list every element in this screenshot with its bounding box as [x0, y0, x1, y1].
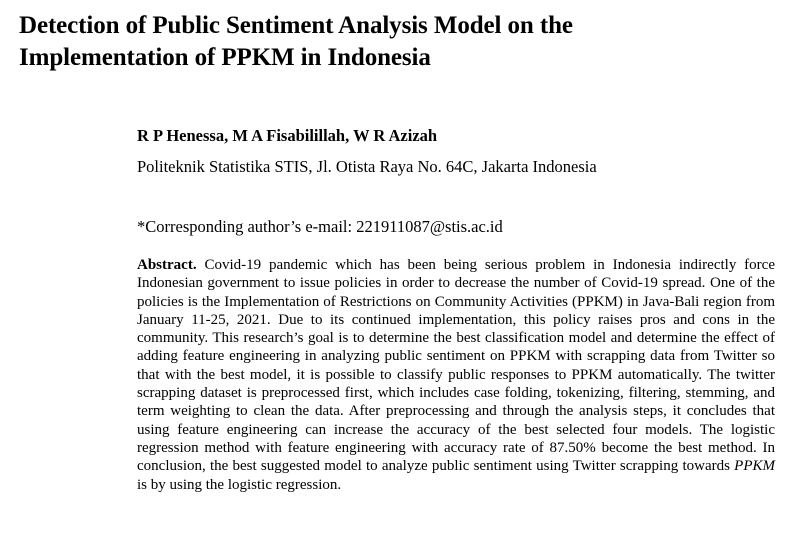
abstract: [137, 256, 775, 494]
author-list: R P Henessa, M A Fisabilillah, W R Azizah: [137, 126, 438, 145]
paper-title: [19, 10, 779, 74]
corresponding-author-email: *Corresponding author’s e-mail: 221911087@stis.ac.id: [137, 217, 503, 236]
abstract-italic-term: PPKM: [734, 458, 775, 475]
author-affiliation: Politeknik Statistika STIS, Jl. Otista Raya No. 64C, Jakarta Indonesia: [137, 157, 597, 176]
paper-title-line-2: Implementation of PPKM in Indonesia: [19, 44, 431, 71]
abstract-body-part-2: is by using the logistic regression.: [137, 476, 342, 493]
abstract-label: Abstract.: [137, 257, 197, 273]
abstract-body-part-1: Covid-19 pandemic which has been being serious problem in Indonesia indirectly force Indonesian government to issue policies in order to decrease the number of Covid-19 spread. One of the policies is the Implementation of Restrictions on Community Activities (PPKM) in Java-Bali region from January 11-25, 2021. Due to its continued implementation, this policy raises pros and cons in the community. This research’s goal is to determine the best classification model and determine the effect of adding feature engineering in analyzing public sentiment on PPKM with scrapping data from Twitter so that with the best model, it is possible to classify public responses to PPKM automatically. The twitter scrapping dataset is preprocessed first, which includes case folding, tokenizing, filtering, stemming, and term weighting to clean the data. After preprocessing and through the analysis steps, it concludes that using feature engineering can increase the accuracy of the best selected four models. The logistic regression method with feature engineering with accuracy rate of 87.50% become the best method. In conclusion, the best suggested model to analyze public sentiment using Twitter scrapping towards: [137, 257, 775, 475]
paper-title-line-1: Detection of Public Sentiment Analysis Model on the: [19, 12, 573, 39]
